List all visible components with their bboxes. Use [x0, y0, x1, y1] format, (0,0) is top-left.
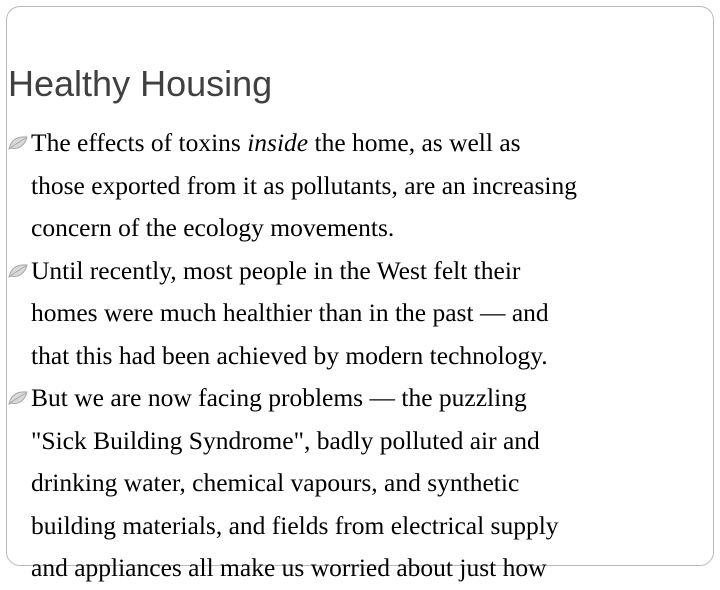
bullet-line: those exported from it as pollutants, are an increasing	[31, 170, 577, 200]
bullet-line: But we are now facing problems — the puzzling	[31, 383, 527, 412]
leaf-bullet-icon	[8, 135, 28, 151]
bullet-line: drinking water, chemical vapours, and synthetic	[31, 468, 520, 497]
bullet-line: The effects of toxins inside the home, as well as	[31, 128, 521, 157]
bullet-line: building materials, and fields from electrical supply	[31, 510, 559, 540]
bullet-line: that this had been achieved by modern technology.	[31, 340, 548, 370]
emphasized-word: inside	[247, 128, 309, 157]
leaf-bullet-icon	[8, 263, 28, 279]
bullet-line: homes were much healthier than in the past — and	[31, 298, 549, 327]
bullet-line: and appliances all make us worried about just how	[31, 553, 547, 582]
bullet-item	[8, 122, 708, 250]
slide-title: Healthy Housing	[8, 63, 273, 104]
bullet-list	[8, 122, 708, 590]
bullet-item	[8, 250, 708, 378]
bullet-line: "Sick Building Syndrome", badly polluted air and	[31, 425, 540, 455]
leaf-bullet-icon	[8, 390, 28, 406]
bullet-line: concern of the ecology movements.	[31, 213, 395, 242]
bullet-line: Until recently, most people in the West felt their	[31, 255, 521, 285]
bullet-item	[8, 377, 708, 590]
